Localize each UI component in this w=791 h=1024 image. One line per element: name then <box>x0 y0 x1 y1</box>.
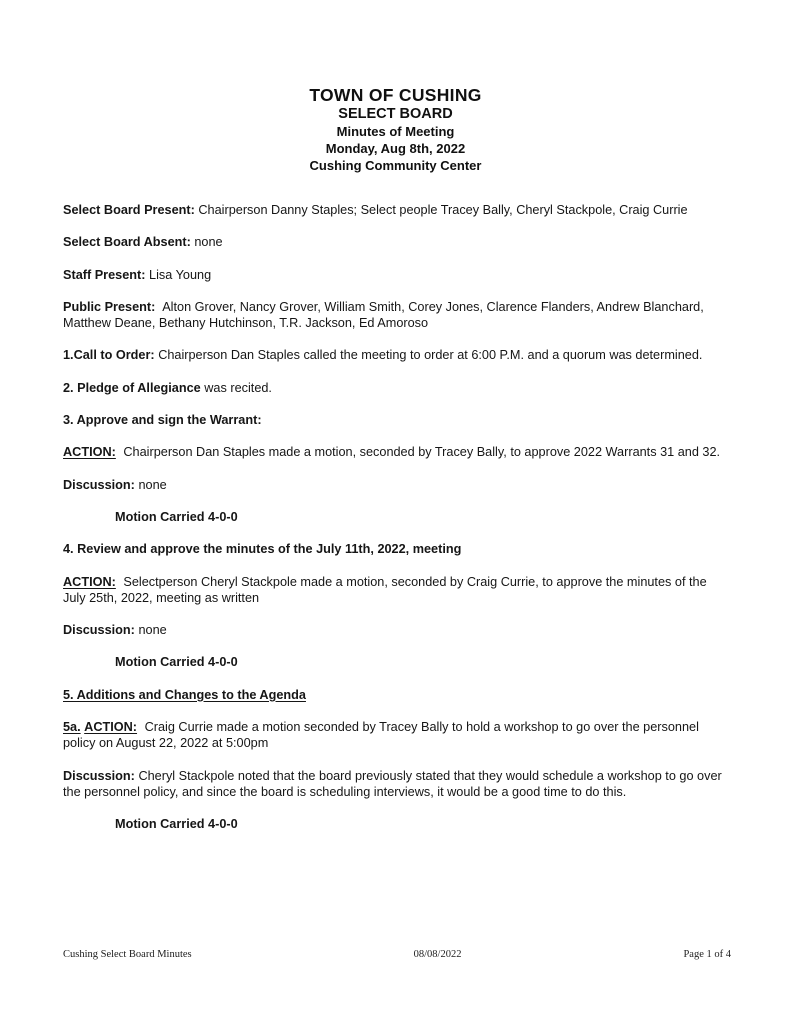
select-board-present-text: Chairperson Danny Staples; Select people Tracey Bally, Cheryl Stackpole, Craig Currie <box>198 203 688 217</box>
item-3-motion-carried: Motion Carried 4-0-0 <box>115 509 238 524</box>
item-2-text: was recited. <box>204 380 272 395</box>
select-board-present-label: Select Board Present: <box>63 203 195 217</box>
item-5a-action <box>63 719 730 752</box>
staff-present-label: Staff Present: <box>63 267 146 282</box>
item-2-pledge <box>63 380 730 396</box>
item-3-action-label: ACTION: <box>63 445 116 460</box>
item-5-discussion <box>63 768 730 801</box>
select-board-absent <box>63 234 730 250</box>
item-5-discussion-text: Cheryl Stackpole noted that the board previously stated that they would schedule a workshop to go over the personnel policy, and since the board is scheduling interviews, it would be a good time to do this. <box>63 768 722 799</box>
item-4-action-label: ACTION: <box>63 574 116 589</box>
doc-type: Minutes of Meeting <box>336 124 455 139</box>
minutes-body <box>63 202 730 849</box>
select-board-absent-label: Select Board Absent: <box>63 235 191 250</box>
item-3-heading: 3. Approve and sign the Warrant: <box>63 413 262 428</box>
item-3-action <box>63 444 730 460</box>
item-5a-action-label: ACTION: <box>84 720 138 735</box>
item-5a-number: 5a. <box>63 720 81 735</box>
board-title: SELECT BOARD <box>338 106 453 122</box>
document-header <box>0 0 791 174</box>
item-5-heading: 5. Additions and Changes to the Agenda <box>63 687 306 702</box>
item-4-discussion-text: none <box>138 623 167 638</box>
footer-document-title: Cushing Select Board Minutes <box>63 949 192 960</box>
item-3-discussion-label: Discussion: <box>63 477 135 492</box>
item-4-discussion-label: Discussion: <box>63 623 135 638</box>
meeting-date: Monday, Aug 8th, 2022 <box>325 141 466 156</box>
item-5-motion-carried: Motion Carried 4-0-0 <box>115 817 238 832</box>
staff-present-text: Lisa Young <box>149 267 212 282</box>
public-present-label: Public Present: <box>63 299 156 314</box>
item-1-text: Chairperson Dan Staples called the meeting to order at 6:00 P.M. and a quorum was determined. <box>158 348 703 363</box>
item-5-discussion-label: Discussion: <box>63 768 135 783</box>
item-2-label: 2. Pledge of Allegiance <box>63 380 201 395</box>
item-1-call-to-order <box>63 347 730 363</box>
page-footer <box>63 949 731 960</box>
item-4-heading: 4. Review and approve the minutes of the July 11th, 2022, meeting <box>63 542 462 557</box>
staff-present <box>63 267 730 283</box>
select-board-absent-text: none <box>194 235 223 250</box>
item-3-action-text: Chairperson Dan Staples made a motion, seconded by Tracey Bally, to approve 2022 Warrants 31 and 32. <box>123 445 721 460</box>
footer-page-number: Page 1 of 4 <box>683 949 731 960</box>
org-title: TOWN OF CUSHING <box>309 85 482 105</box>
item-1-label: 1.Call to Order: <box>63 348 155 363</box>
meeting-location: Cushing Community Center <box>309 158 482 173</box>
select-board-present <box>63 202 730 218</box>
item-4-motion-carried: Motion Carried 4-0-0 <box>115 655 238 670</box>
item-4-discussion <box>63 622 730 638</box>
item-4-action-text: Selectperson Cheryl Stackpole made a motion, seconded by Craig Currie, to approve the minutes of the July 25th, 2022, meeting as written <box>63 574 707 605</box>
item-5a-action-text: Craig Currie made a motion seconded by Tracey Bally to hold a workshop to go over the personnel policy on August 22, 2022 at 5:00pm <box>63 720 699 751</box>
public-present-text: Alton Grover, Nancy Grover, William Smith, Corey Jones, Clarence Flanders, Andrew Blanchard, Matthew Deane, Bethany Hutchinson, T.R. Jackson, Ed Amoroso <box>63 299 704 331</box>
footer-date: 08/08/2022 <box>413 949 462 960</box>
item-4-action <box>63 574 730 607</box>
item-3-discussion-text: none <box>138 477 167 492</box>
public-present <box>63 299 730 332</box>
item-3-discussion <box>63 477 730 493</box>
